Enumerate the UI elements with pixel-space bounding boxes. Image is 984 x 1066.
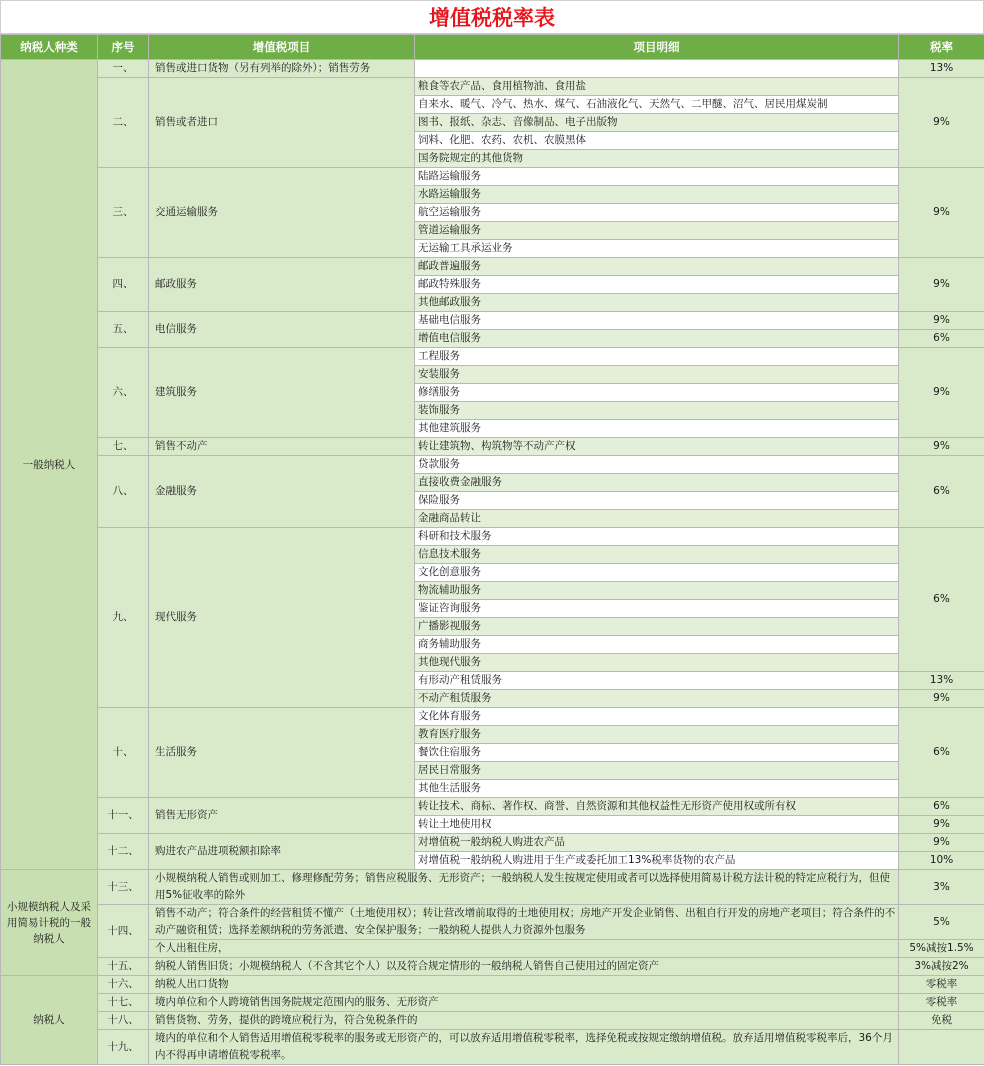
rate-cell: [899, 1030, 984, 1065]
detail-cell: 饲料、化肥、农药、农机、农膜黑体: [415, 132, 899, 150]
detail-cell: 餐饮住宿服务: [415, 744, 899, 762]
detail-cell: 管道运输服务: [415, 222, 899, 240]
table-row: [1, 348, 984, 366]
item-cell: 邮政服务: [149, 258, 415, 312]
seq-cell: 十一、: [98, 798, 149, 834]
item-cell: 纳税人销售旧货；小规模纳税人（不含其它个人）以及符合规定情形的一般纳税人销售自己使用过的固定资产: [149, 958, 899, 976]
detail-cell: 工程服务: [415, 348, 899, 366]
rate-cell: 6%: [899, 528, 984, 672]
table-row: [1, 940, 984, 958]
rate-cell: 9%: [899, 348, 984, 438]
table-row: [1, 905, 984, 940]
detail-cell: 粮食等农产品、食用植物油、食用盐: [415, 78, 899, 96]
detail-cell: 其他现代服务: [415, 654, 899, 672]
detail-cell: 物流辅助服务: [415, 582, 899, 600]
table-row: [1, 312, 984, 330]
seq-cell: 七、: [98, 438, 149, 456]
detail-cell: 其他邮政服务: [415, 294, 899, 312]
detail-cell: 无运输工具承运业务: [415, 240, 899, 258]
item-cell: 境内的单位和个人销售适用增值税零税率的服务或无形资产的，可以放弃适用增值税零税率，选择免税或按规定缴纳增值税。放弃适用增值税零税率后，36个月内不得再申请增值税零税率。: [149, 1030, 899, 1065]
rate-cell: 9%: [899, 168, 984, 258]
column-header-seq: 序号: [98, 35, 149, 60]
seq-cell: 二、: [98, 78, 149, 168]
rate-cell: 9%: [899, 690, 984, 708]
rate-cell: 9%: [899, 312, 984, 330]
seq-cell: 十、: [98, 708, 149, 798]
detail-cell: 基础电信服务: [415, 312, 899, 330]
rate-cell: 5%: [899, 905, 984, 940]
detail-cell: 科研和技术服务: [415, 528, 899, 546]
item-cell: 交通运输服务: [149, 168, 415, 258]
detail-cell: 不动产租赁服务: [415, 690, 899, 708]
detail-cell: 居民日常服务: [415, 762, 899, 780]
rate-cell: 9%: [899, 834, 984, 852]
detail-cell: 保险服务: [415, 492, 899, 510]
seq-cell: 十七、: [98, 994, 149, 1012]
seq-cell: 一、: [98, 60, 149, 78]
table-row: [1, 1012, 984, 1030]
table-row: [1, 528, 984, 546]
seq-cell: 十五、: [98, 958, 149, 976]
detail-cell: 教育医疗服务: [415, 726, 899, 744]
rate-cell: 6%: [899, 798, 984, 816]
detail-cell: 其他建筑服务: [415, 420, 899, 438]
taxpayer-type-cell: 小规模纳税人及采用简易计税的一般纳税人: [1, 870, 98, 976]
table-row: [1, 258, 984, 276]
item-cell: 销售不动产: [149, 438, 415, 456]
item-cell: 销售无形资产: [149, 798, 415, 834]
rate-cell: 6%: [899, 708, 984, 798]
detail-cell: 有形动产租赁服务: [415, 672, 899, 690]
column-header-rate: 税率: [899, 35, 984, 60]
detail-cell: 信息技术服务: [415, 546, 899, 564]
detail-cell: 航空运输服务: [415, 204, 899, 222]
table-row: [1, 958, 984, 976]
detail-cell: 邮政特殊服务: [415, 276, 899, 294]
detail-cell: 文化体育服务: [415, 708, 899, 726]
seq-cell: 四、: [98, 258, 149, 312]
page-title: 增值税税率表: [0, 0, 984, 34]
taxpayer-type-cell: 纳税人: [1, 976, 98, 1065]
item-cell: 纳税人出口货物: [149, 976, 899, 994]
item-cell: 小规模纳税人销售或则加工、修理修配劳务；销售应税服务、无形资产；一般纳税人发生按规定使用或者可以选择使用简易计税方法计税的特定应税行为，但使用5%征收率的除外: [149, 870, 899, 905]
rate-cell: 13%: [899, 60, 984, 78]
detail-cell: 文化创意服务: [415, 564, 899, 582]
seq-cell: 十二、: [98, 834, 149, 870]
column-header-detail: 项目明细: [415, 35, 899, 60]
vat-rate-table: [0, 34, 984, 1065]
rate-cell: 9%: [899, 78, 984, 168]
detail-cell: 鉴证咨询服务: [415, 600, 899, 618]
detail-cell: 金融商品转让: [415, 510, 899, 528]
table-row: [1, 798, 984, 816]
table-row: [1, 834, 984, 852]
detail-cell: 对增值税一般纳税人购进农产品: [415, 834, 899, 852]
rate-cell: 13%: [899, 672, 984, 690]
item-cell: 电信服务: [149, 312, 415, 348]
detail-cell: 安装服务: [415, 366, 899, 384]
seq-cell: 九、: [98, 528, 149, 708]
table-row: [1, 870, 984, 905]
detail-cell: 增值电信服务: [415, 330, 899, 348]
item-cell: 销售或者进口: [149, 78, 415, 168]
table-row: [1, 438, 984, 456]
detail-cell: 修缮服务: [415, 384, 899, 402]
item-cell: 建筑服务: [149, 348, 415, 438]
item-cell: 销售或进口货物（另有列举的除外）；销售劳务: [149, 60, 415, 78]
item-cell: 境内单位和个人跨境销售国务院规定范围内的服务、无形资产: [149, 994, 899, 1012]
detail-cell: 邮政普遍服务: [415, 258, 899, 276]
rate-cell: 3%: [899, 870, 984, 905]
detail-cell: 国务院规定的其他货物: [415, 150, 899, 168]
taxpayer-type-cell: 一般纳税人: [1, 60, 98, 870]
table-row: [1, 456, 984, 474]
item-cell: 购进农产品进项税额扣除率: [149, 834, 415, 870]
item-cell: 生活服务: [149, 708, 415, 798]
table-row: [1, 1030, 984, 1065]
detail-cell: 商务辅助服务: [415, 636, 899, 654]
column-header-item: 增值税项目: [149, 35, 415, 60]
detail-cell: 贷款服务: [415, 456, 899, 474]
rate-cell: 9%: [899, 438, 984, 456]
seq-cell: 十八、: [98, 1012, 149, 1030]
table-row: [1, 708, 984, 726]
seq-cell: 八、: [98, 456, 149, 528]
table-row: [1, 994, 984, 1012]
item-cell: 现代服务: [149, 528, 415, 708]
seq-cell: 十六、: [98, 976, 149, 994]
table-header-row: [1, 35, 984, 60]
detail-cell: 自来水、暖气、冷气、热水、煤气、石油液化气、天然气、二甲醚、沼气、居民用煤炭制: [415, 96, 899, 114]
detail-cell: 图书、报纸、杂志、音像制品、电子出版物: [415, 114, 899, 132]
detail-cell: 转让建筑物、构筑物等不动产产权: [415, 438, 899, 456]
detail-cell: [415, 60, 899, 78]
column-header-taxpayer-type: 纳税人种类: [1, 35, 98, 60]
seq-cell: 六、: [98, 348, 149, 438]
seq-cell: 五、: [98, 312, 149, 348]
detail-cell: 装饰服务: [415, 402, 899, 420]
detail-cell: 转让土地使用权: [415, 816, 899, 834]
rate-cell: 零税率: [899, 994, 984, 1012]
detail-cell: 广播影视服务: [415, 618, 899, 636]
rate-cell: 零税率: [899, 976, 984, 994]
table-row: [1, 60, 984, 78]
rate-cell: 6%: [899, 330, 984, 348]
item-cell: 个人出租住房，: [149, 940, 899, 958]
item-cell: 金融服务: [149, 456, 415, 528]
rate-cell: 9%: [899, 816, 984, 834]
detail-cell: 对增值税一般纳税人购进用于生产或委托加工13%税率货物的农产品: [415, 852, 899, 870]
rate-cell: 5%减按1.5%: [899, 940, 984, 958]
rate-cell: 10%: [899, 852, 984, 870]
rate-cell: 6%: [899, 456, 984, 528]
rate-cell: 9%: [899, 258, 984, 312]
table-row: [1, 78, 984, 96]
item-cell: 销售不动产；符合条件的经营租赁不懂产（土地使用权）；转让营改增前取得的土地使用权；房地产开发企业销售、出租自行开发的房地产老项目；符合条件的不动产融资租赁；选择差额纳税的劳务派遣、安全保护服务；一般纳税人提供人力资源外包服务: [149, 905, 899, 940]
table-row: [1, 976, 984, 994]
table-row: [1, 168, 984, 186]
seq-cell: 十九、: [98, 1030, 149, 1065]
detail-cell: 转让技术、商标、著作权、商誉、自然资源和其他权益性无形资产使用权或所有权: [415, 798, 899, 816]
rate-cell: 3%减按2%: [899, 958, 984, 976]
seq-cell: 十三、: [98, 870, 149, 905]
detail-cell: 水路运输服务: [415, 186, 899, 204]
rate-cell: 免税: [899, 1012, 984, 1030]
detail-cell: 其他生活服务: [415, 780, 899, 798]
detail-cell: 直接收费金融服务: [415, 474, 899, 492]
seq-cell: 三、: [98, 168, 149, 258]
detail-cell: 陆路运输服务: [415, 168, 899, 186]
seq-cell: 十四、: [98, 905, 149, 958]
item-cell: 销售货物、劳务，提供的跨境应税行为，符合免税条件的: [149, 1012, 899, 1030]
